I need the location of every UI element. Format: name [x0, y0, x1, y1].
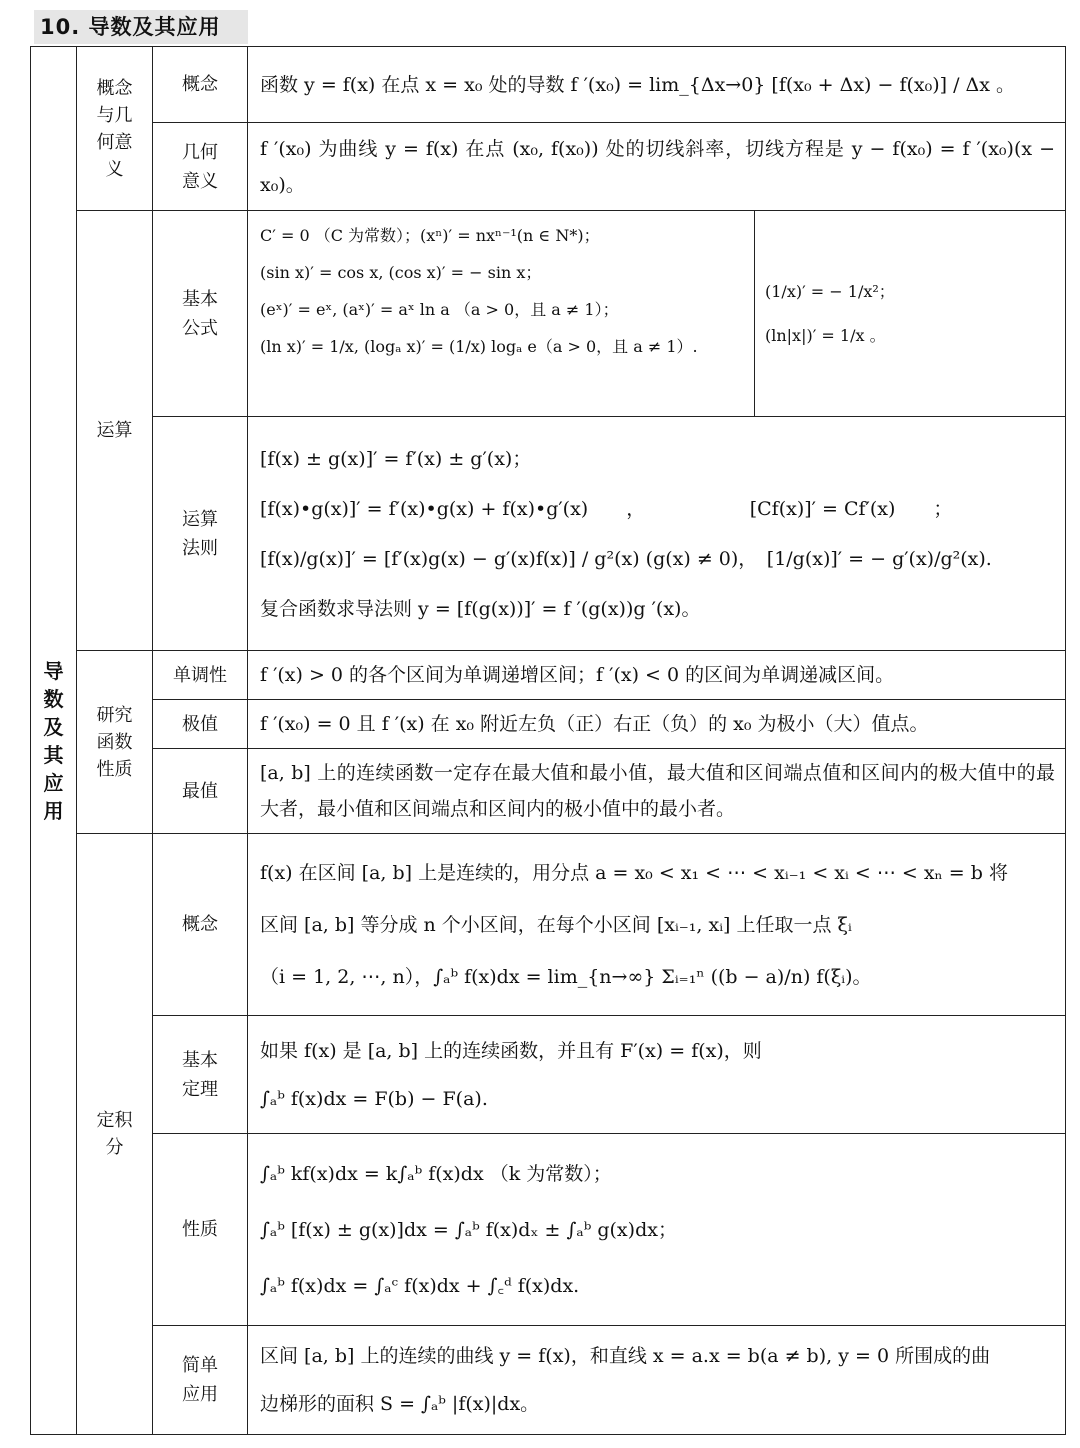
rule-line: [f(x) ± g(x)]′ = f′(x) ± g′(x)； — [260, 447, 532, 470]
row-label: 基本公式 — [153, 211, 248, 417]
integral-line: ∫ₐᵇ [f(x) ± g(x)]dx = ∫ₐᵇ f(x)dₓ ± ∫ₐᵇ g(x)dx； — [260, 1218, 677, 1241]
section-label-integral: 定积分 — [77, 834, 153, 1435]
rule-line: 复合函数求导法则 y = [f(g(x))]′ = f ′(g(x))g ′(x)。 — [260, 597, 701, 620]
row-label: 单调性 — [153, 651, 248, 700]
formula-line: (eˣ)′ = eˣ, (aˣ)′ = aˣ ln a （a > 0，且 a ≠ 1）； — [260, 300, 619, 319]
formulas-left — [248, 211, 755, 416]
integral-line: 区间 [a, b] 上的连续的曲线 y = f(x)，和直线 x = a.x = b(a ≠ b), y = 0 所围成的曲 — [260, 1345, 991, 1367]
row-properties-extreme — [31, 700, 1066, 749]
integral-line: ∫ₐᵇ kf(x)dx = k∫ₐᵇ f(x)dx （k 为常数）； — [260, 1162, 612, 1185]
row-content — [248, 417, 1066, 651]
row-integral-props — [31, 1134, 1066, 1326]
row-integral-definition — [31, 834, 1066, 1016]
formula-line: (sin x)′ = cos x, (cos x)′ = − sin x； — [260, 263, 542, 282]
category-label: 导数及其应用 — [31, 47, 77, 1435]
row-label: 概念 — [153, 834, 248, 1016]
section-label-properties: 研究函数性质 — [77, 651, 153, 834]
formula-line: (1/x)′ = − 1/x²； — [765, 281, 895, 301]
row-label: 极值 — [153, 700, 248, 749]
row-concept-geometry — [31, 123, 1066, 211]
integral-line: （i = 1, 2, ⋯, n），∫ₐᵇ f(x)dx = lim_{n→∞} Σᵢ₌₁ⁿ ((b − a)/n) f(ξᵢ)。 — [260, 965, 872, 988]
integral-line: ∫ₐᵇ f(x)dx = F(b) − F(a). — [260, 1087, 488, 1110]
row-content: f ′(x₀) = 0 且 f ′(x) 在 x₀ 附近左负（正）右正（负）的 x₀ 为极小（大）值点。 — [248, 700, 1066, 749]
integral-line: f(x) 在区间 [a, b] 上是连续的，用分点 a = x₀ < x₁ < ⋯ < xᵢ₋₁ < xᵢ < ⋯ < xₙ = b 将 — [260, 861, 1008, 884]
row-label: 几何意义 — [153, 123, 248, 211]
row-properties-maxmin — [31, 749, 1066, 834]
row-integral-application — [31, 1326, 1066, 1435]
row-content — [248, 1016, 1066, 1134]
integral-line: 如果 f(x) 是 [a, b] 上的连续函数，并且有 F′(x) = f(x)，则 — [260, 1039, 762, 1062]
integral-line: 区间 [a, b] 等分成 n 个小区间，在每个小区间 [xᵢ₋₁, xᵢ] 上任取一点 ξᵢ — [260, 913, 852, 936]
formulas-cell — [248, 211, 1066, 417]
section-title: 10. 导数及其应用 — [34, 10, 248, 44]
row-label: 基本定理 — [153, 1016, 248, 1134]
row-content: f ′(x₀) 为曲线 y = f(x) 在点 (x₀, f(x₀)) 处的切线斜率，切线方程是 y − f(x₀) = f ′(x₀)(x − x₀)。 — [248, 123, 1066, 211]
integral-line: 边梯形的面积 S = ∫ₐᵇ |f(x)|dx。 — [260, 1393, 540, 1415]
row-content — [248, 834, 1066, 1016]
formulas-right — [755, 211, 1065, 416]
row-content: [a, b] 上的连续函数一定存在最大值和最小值，最大值和区间端点值和区间内的极大值中的最大者，最小值和区间端点和区间内的极小值中的最小者。 — [248, 749, 1066, 834]
rule-line: [f(x)•g(x)]′ = f′(x)•g(x) + f(x)•g′(x) ， [Cf(x)]′ = Cf′(x) ； — [260, 497, 953, 520]
row-label: 概念 — [153, 47, 248, 123]
row-properties-monotonic — [31, 651, 1066, 700]
row-content: f ′(x) > 0 的各个区间为单调递增区间；f ′(x) < 0 的区间为单调递减区间。 — [248, 651, 1066, 700]
derivative-summary-table — [30, 46, 1066, 1435]
rule-line: [f(x)/g(x)]′ = [f′(x)g(x) − g′(x)f(x)] / g²(x) (g(x) ≠ 0)， [1/g(x)]′ = − g′(x)/g²(x). — [260, 547, 992, 570]
formula-line: (ln x)′ = 1/x, (logₐ x)′ = (1/x) logₐ e（a > 0，且 a ≠ 1）. — [260, 337, 698, 356]
row-label: 简单应用 — [153, 1326, 248, 1435]
section-label-operation: 运算 — [77, 211, 153, 651]
formula-line: C′ = 0 （C 为常数）；(xⁿ)′ = nxⁿ⁻¹(n ∈ N*)； — [260, 226, 600, 245]
row-content: 函数 y = f(x) 在点 x = x₀ 处的导数 f ′(x₀) = lim_{Δx→0} [f(x₀ + Δx) − f(x₀)] / Δx 。 — [248, 47, 1066, 123]
row-operation-rules — [31, 417, 1066, 651]
row-label: 运算法则 — [153, 417, 248, 651]
row-label: 性质 — [153, 1134, 248, 1326]
formula-line: (ln|x|)′ = 1/x 。 — [765, 325, 886, 345]
section-label-concept: 概念与几何意义 — [77, 47, 153, 211]
row-operation-formulas — [31, 211, 1066, 417]
row-content — [248, 1134, 1066, 1326]
row-concept-definition — [31, 47, 1066, 123]
row-integral-theorem — [31, 1016, 1066, 1134]
row-content — [248, 1326, 1066, 1435]
integral-line: ∫ₐᵇ f(x)dx = ∫ₐᶜ f(x)dx + ∫꜀ᵈ f(x)dx. — [260, 1274, 580, 1297]
row-label: 最值 — [153, 749, 248, 834]
